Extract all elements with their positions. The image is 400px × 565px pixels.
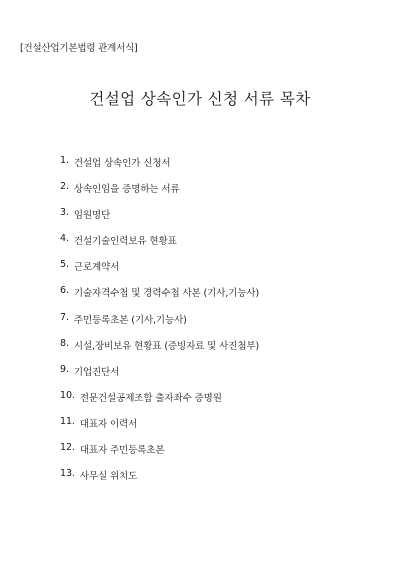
toc-item-number: 4. bbox=[60, 233, 69, 245]
table-of-contents bbox=[60, 155, 259, 494]
toc-item-number: 11. bbox=[60, 415, 75, 427]
toc-item-number: 5. bbox=[60, 259, 69, 271]
toc-item-3 bbox=[60, 207, 259, 233]
toc-item-13 bbox=[60, 468, 259, 494]
toc-item-number: 8. bbox=[60, 337, 69, 349]
toc-item-text: 대표자 이력서 bbox=[79, 418, 138, 430]
toc-item-4 bbox=[60, 233, 259, 259]
toc-item-text: 사무실 위치도 bbox=[79, 471, 138, 483]
toc-item-6 bbox=[60, 285, 259, 311]
toc-item-number: 1. bbox=[60, 155, 69, 166]
toc-item-2 bbox=[60, 181, 259, 207]
toc-item-text: 전문건설공제조합 출자좌수 증명원 bbox=[79, 392, 222, 404]
toc-item-number: 10. bbox=[60, 389, 75, 401]
toc-item-text: 시설,장비보유 현황표 (증빙자료 및 사진첨부) bbox=[73, 340, 260, 352]
toc-item-text: 기술자격수첩 및 경력수첩 사본 (기사,기능사) bbox=[73, 288, 260, 300]
toc-item-text: 기업진단서 bbox=[73, 366, 120, 378]
toc-item-number: 2. bbox=[60, 181, 69, 193]
document-title: 건설업 상속인가 신청 서류 목차 bbox=[89, 90, 311, 108]
toc-item-5 bbox=[60, 259, 259, 285]
toc-item-1 bbox=[60, 155, 259, 181]
toc-item-text: 건설업 상속인가 신청서 bbox=[73, 158, 171, 169]
toc-item-12 bbox=[60, 442, 259, 468]
toc-item-9 bbox=[60, 364, 259, 390]
toc-item-text: 근로계약서 bbox=[73, 262, 120, 274]
toc-item-10 bbox=[60, 390, 259, 416]
toc-item-number: 9. bbox=[60, 363, 69, 375]
form-category-label: [건설산업기본법령 관계서식] bbox=[20, 43, 138, 54]
toc-item-text: 주민등록초본 (기사,기능사) bbox=[73, 314, 187, 326]
toc-item-text: 상속인임을 증명하는 서류 bbox=[73, 184, 180, 196]
toc-item-8 bbox=[60, 338, 259, 364]
toc-item-7 bbox=[60, 312, 259, 338]
toc-item-text: 건설기술인력보유 현황표 bbox=[73, 236, 177, 248]
toc-item-number: 3. bbox=[60, 207, 69, 219]
toc-item-number: 7. bbox=[60, 311, 69, 323]
toc-item-text: 임원명단 bbox=[73, 210, 111, 222]
toc-item-number: 6. bbox=[60, 285, 69, 297]
toc-item-text: 대표자 주민등록초본 bbox=[79, 445, 165, 457]
toc-item-11 bbox=[60, 416, 259, 442]
toc-item-number: 12. bbox=[60, 442, 75, 454]
toc-item-number: 13. bbox=[60, 468, 75, 480]
